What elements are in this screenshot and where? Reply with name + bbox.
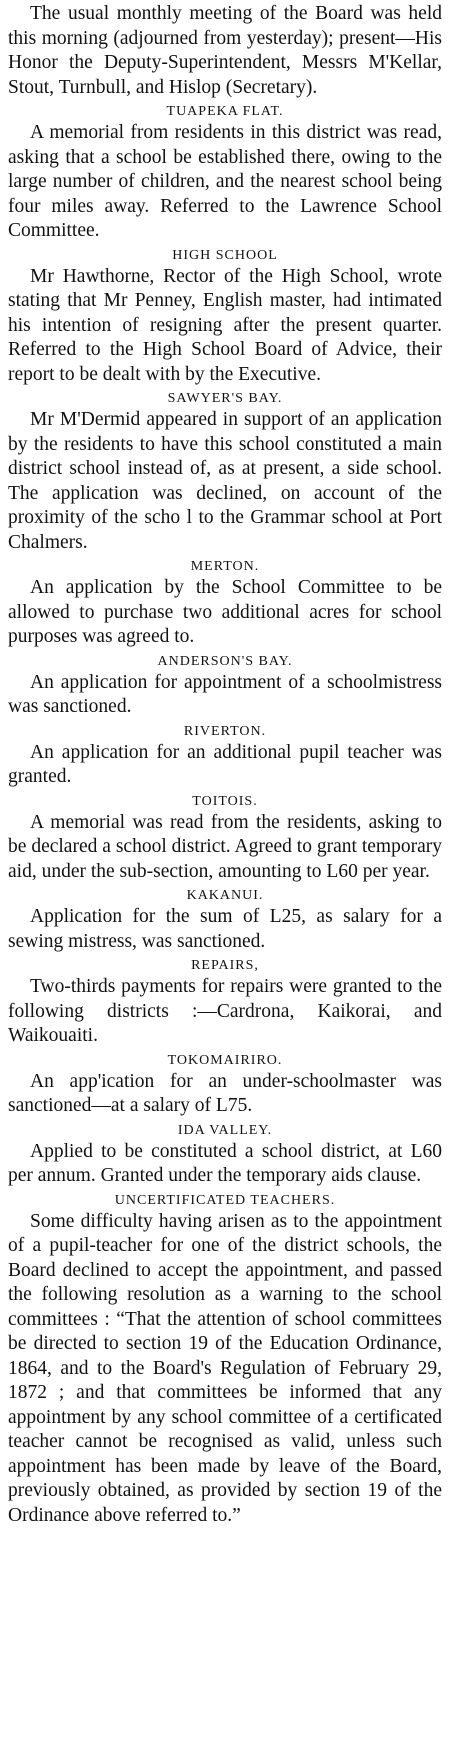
section-toitois [8, 793, 442, 885]
section-sawyers-bay [8, 390, 442, 555]
section-tokomairiro [8, 1052, 442, 1119]
section-uncertificated-teachers [8, 1192, 442, 1529]
section-heading: RIVERTON. [183, 723, 267, 739]
section-heading: ANDERSON'S BAY. [157, 653, 293, 669]
section-heading: SAWYER'S BAY. [167, 391, 283, 406]
section-body: An application by the School Committee to be allowed to purchase two additional acres for school purposes was agreed to. [8, 577, 442, 647]
section-body: Applied to be constituted a school district, at L60 per annum. Granted under the temporary aids clause. [8, 1140, 442, 1186]
section-heading: REPAIRS, [191, 958, 259, 973]
section-body: An app'ication for an under-schoolmaster was sanctioned—at a salary of L75. [8, 1070, 442, 1116]
section-heading: TOKOMAIRIRO. [167, 1052, 283, 1068]
section-body: Two-thirds payments for repairs were granted to the following districts :—Cardrona, Kaikorai, and Waikouaiti. [8, 976, 442, 1046]
section-body: A memorial from residents in this district was read, asking that a school be established there, owing to the large number of children, and the nearest school being four miles away. Referred to the Lawrence School Committee. [8, 122, 442, 241]
section-body: Mr M'Dermid appeared in support of an application by the residents to have this school constituted a main district school instead of, as at present, a side school. The application was declined, on account of the proximity of the scho l to the Grammar school at Port Chalmers. [8, 409, 442, 553]
section-high-school [8, 247, 442, 388]
section-heading: TUAPEKA FLAT. [166, 104, 284, 119]
section-body: Some difficulty having arisen as to the appointment of a pupil-teacher for one of the district schools, the Board declined to accept the appointment, and passed the following resolution as a warning to the school committees : “That the attention of school committees be directed to section 19 of the Education Ordinance, 1864, and to the Board's Regulation of February 29, 1872 ; and that committees be informed that any appointment by any school committee of a certificated teacher cannot be recognised as valid, unless such appointment has been made by leave of the Board, previously obtained, as provided by section 19 of the Ordinance above referred to.” [8, 1210, 442, 1526]
section-merton [8, 558, 442, 650]
section-riverton [8, 723, 442, 790]
section-heading: UNCERTIFICATED TEACHERS. [114, 1192, 336, 1208]
section-ida-valley [8, 1122, 442, 1189]
section-body: An application for appointment of a schoolmistress was sanctioned. [8, 671, 442, 717]
section-heading: IDA VALLEY. [177, 1122, 273, 1138]
section-body: Application for the sum of L25, as salary for a sewing mistress, was sanctioned. [8, 906, 442, 952]
section-heading: HIGH SCHOOL [172, 247, 278, 263]
section-heading: KAKANUI. [186, 888, 264, 903]
section-body: A memorial was read from the residents, asking to be declared a school district. Agreed to grant temporary aid, under the sub-section, amounting to L60 per year. [8, 811, 442, 882]
section-kakanui [8, 887, 442, 954]
section-tuapeka-flat [8, 103, 442, 244]
section-andersons-bay [8, 653, 442, 720]
section-heading: MERTON. [190, 559, 260, 574]
section-body: Mr Hawthorne, Rector of the High School, wrote stating that Mr Penney, English master, had intimated his intention of resigning after the present quarter. Referred to the High School Board of Advice, their report to be dealt with by the Executive. [8, 265, 442, 385]
section-body: An application for an additional pupil teacher was granted. [8, 741, 442, 787]
intro-paragraph: The usual monthly meeting of the Board was held this morning (adjourned from yesterday); present—His Honor the Deputy-Superintendent, Messrs M'Kellar, Stout, Turnbull, and Hislop (Secretary). [8, 3, 442, 98]
section-heading: TOITOIS. [192, 793, 258, 809]
section-repairs [8, 957, 442, 1049]
